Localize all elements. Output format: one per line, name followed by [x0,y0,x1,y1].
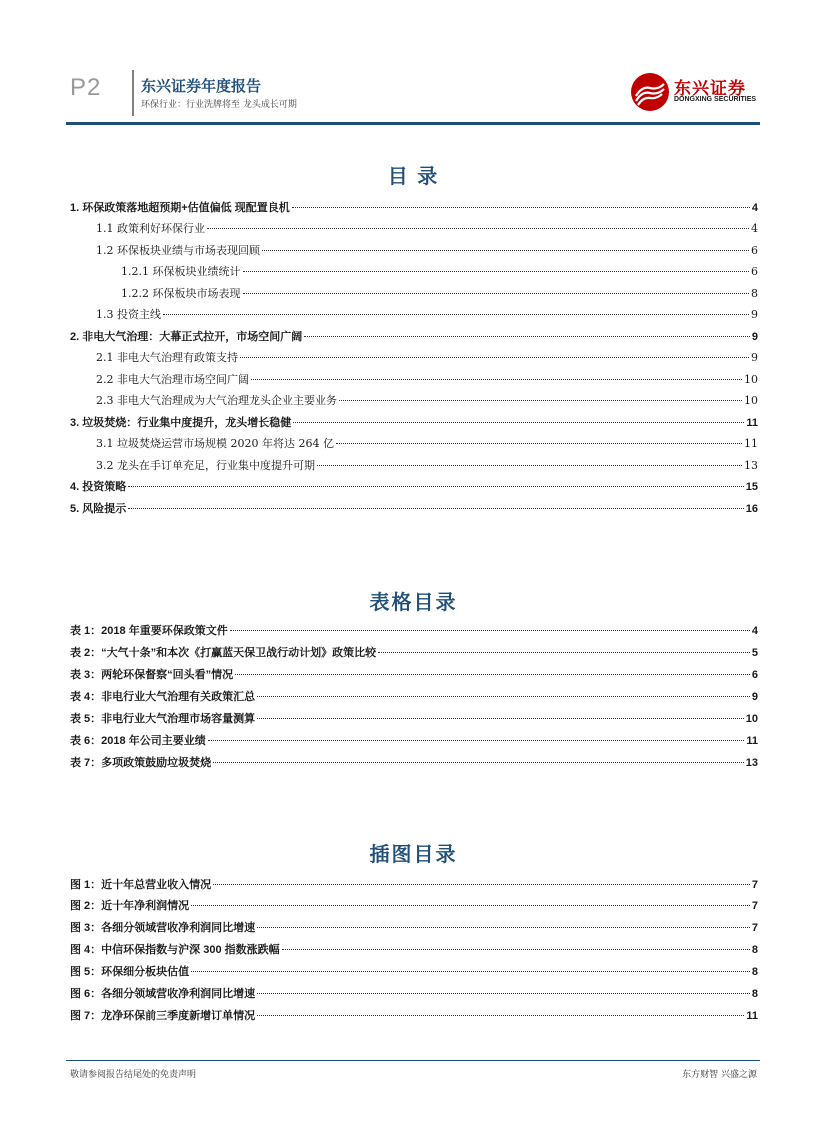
page-number: P2 [70,74,102,101]
toc-entry[interactable] [121,263,758,279]
figure-index-text: 图 7：龙净环保前三季度新增订单情况 [70,1010,256,1022]
toc-entry[interactable] [96,220,758,236]
report-subtitle: 环保行业：行业洗牌将至 龙头成长可期 [141,100,297,110]
toc-entry-page: 6 [751,244,758,257]
figure-index-page: 7 [751,922,758,934]
figure-index-page: 7 [751,879,758,891]
toc-entry[interactable] [70,199,758,215]
toc-entry-text: 1.2 环保板块业绩与市场表现回顾 [96,244,260,257]
figure-index-page: 8 [751,966,758,978]
table-index-page: 4 [751,625,758,637]
figure-index-text: 图 4：中信环保指数与沪深 300 指数涨跌幅 [70,944,280,956]
figure-index-text: 图 2：近十年净利润情况 [70,900,190,912]
figure-index-page: 11 [746,1010,758,1022]
figure-index-entry[interactable] [70,919,758,935]
table-index-entry[interactable] [70,666,758,682]
table-index-text: 表 7：多项政策鼓励垃圾焚烧 [70,757,212,769]
contents-title: 目 录 [387,166,440,188]
header-separator [132,70,134,116]
company-logo [630,72,760,118]
toc-entry[interactable] [121,285,758,301]
toc-entry-page: 8 [751,287,758,300]
tables-index-title: 表格目录 [369,592,458,614]
toc-entry-text: 4. 投资策略 [70,481,127,493]
figure-index-entry[interactable] [70,876,758,892]
toc-entry[interactable] [70,478,758,494]
toc-entry-page: 9 [751,331,758,343]
toc-entry[interactable] [70,414,758,430]
toc-entry[interactable] [96,457,758,473]
table-index-text: 表 5：非电行业大气治理市场容量测算 [70,713,256,725]
toc-entry-page: 11 [744,437,758,450]
toc-entry-text: 2.1 非电大气治理有政策支持 [96,351,238,364]
toc-entry-text: 1.1 政策利好环保行业 [96,222,205,235]
toc-entry[interactable] [96,242,758,258]
toc-entry[interactable] [96,392,758,408]
table-index-text: 表 2：“大气十条”和本次《打赢蓝天保卫战行动计划》政策比较 [70,647,377,659]
figure-index-entry[interactable] [70,897,758,913]
table-index-text: 表 1：2018 年重要环保政策文件 [70,625,228,637]
table-index-page: 13 [745,757,758,769]
table-index-text: 表 6：2018 年公司主要业绩 [70,735,206,747]
table-index-entry[interactable] [70,688,758,704]
toc-entry[interactable] [96,306,758,322]
toc-entry-page: 4 [751,222,758,235]
figures-index-title: 插图目录 [369,844,458,866]
toc-entry-text: 1. 环保政策落地超预期+估值偏低 现配置良机 [70,202,290,214]
toc-entry[interactable] [96,371,758,387]
toc-entry[interactable] [96,435,758,451]
toc-entry-text: 3.1 垃圾焚烧运营市场规模 2020 年将达 264 亿 [96,437,334,450]
toc-entry-text: 3. 垃圾焚烧：行业集中度提升，龙头增长稳健 [70,417,292,429]
table-index-entry[interactable] [70,644,758,660]
figure-index-entry[interactable] [70,985,758,1001]
table-index-entry[interactable] [70,622,758,638]
figure-index-text: 图 5：环保细分板块估值 [70,966,190,978]
footer-disclaimer: 敬请参阅报告结尾处的免责声明 [70,1070,197,1080]
figure-index-page: 8 [751,944,758,956]
toc-entry-text: 1.2.1 环保板块业绩统计 [121,265,241,278]
logo-text-cn: 东兴证券 [674,79,746,98]
figure-index-text: 图 6：各细分领域营收净利润同比增速 [70,988,256,1000]
table-index-entry[interactable] [70,710,758,726]
table-index-entry[interactable] [70,732,758,748]
toc-entry-text: 2.2 非电大气治理市场空间广阔 [96,373,249,386]
table-index-page: 6 [751,669,758,681]
toc-entry-text: 3.2 龙头在手订单充足，行业集中度提升可期 [96,459,315,472]
table-index-text: 表 4：非电行业大气治理有关政策汇总 [70,691,256,703]
logo-text-en: DONGXING SECURITIES [674,96,757,103]
figure-index-page: 7 [751,900,758,912]
page-header [0,0,827,130]
table-index-page: 9 [751,691,758,703]
figure-index-entry[interactable] [70,1007,758,1023]
table-index-entry[interactable] [70,754,758,770]
logo-mark-icon [630,72,670,112]
toc-entry[interactable] [70,328,758,344]
figure-index-entry[interactable] [70,963,758,979]
table-index-page: 11 [746,735,758,747]
table-index-page: 10 [745,713,758,725]
report-title: 东兴证券年度报告 [141,78,262,95]
toc-entry-page: 9 [751,351,758,364]
toc-entry[interactable] [96,349,758,365]
toc-entry[interactable] [70,500,758,516]
toc-entry-page: 16 [745,503,758,515]
figure-index-entry[interactable] [70,941,758,957]
toc-entry-page: 10 [744,373,758,386]
header-rule [66,122,760,125]
toc-entry-page: 13 [744,459,758,472]
toc-entry-page: 6 [751,265,758,278]
figure-index-text: 图 3：各细分领域营收净利润同比增速 [70,922,256,934]
toc-entry-page: 10 [744,394,758,407]
table-index-text: 表 3：两轮环保督察“回头看”情况 [70,669,234,681]
footer-rule [66,1060,760,1061]
toc-entry-text: 2. 非电大气治理：大幕正式拉开，市场空间广阔 [70,331,303,343]
toc-entry-text: 2.3 非电大气治理成为大气治理龙头企业主要业务 [96,394,337,407]
toc-entry-text: 5. 风险提示 [70,503,127,515]
footer-slogan: 东方财智 兴盛之源 [682,1070,757,1080]
toc-entry-page: 9 [751,308,758,321]
toc-entry-page: 11 [746,417,758,429]
toc-entry-text: 1.2.2 环保板块市场表现 [121,287,241,300]
toc-entry-page: 4 [751,202,758,214]
figure-index-page: 8 [751,988,758,1000]
figure-index-text: 图 1：近十年总营业收入情况 [70,879,212,891]
table-index-page: 5 [751,647,758,659]
toc-entry-page: 15 [745,481,758,493]
toc-entry-text: 1.3 投资主线 [96,308,161,321]
